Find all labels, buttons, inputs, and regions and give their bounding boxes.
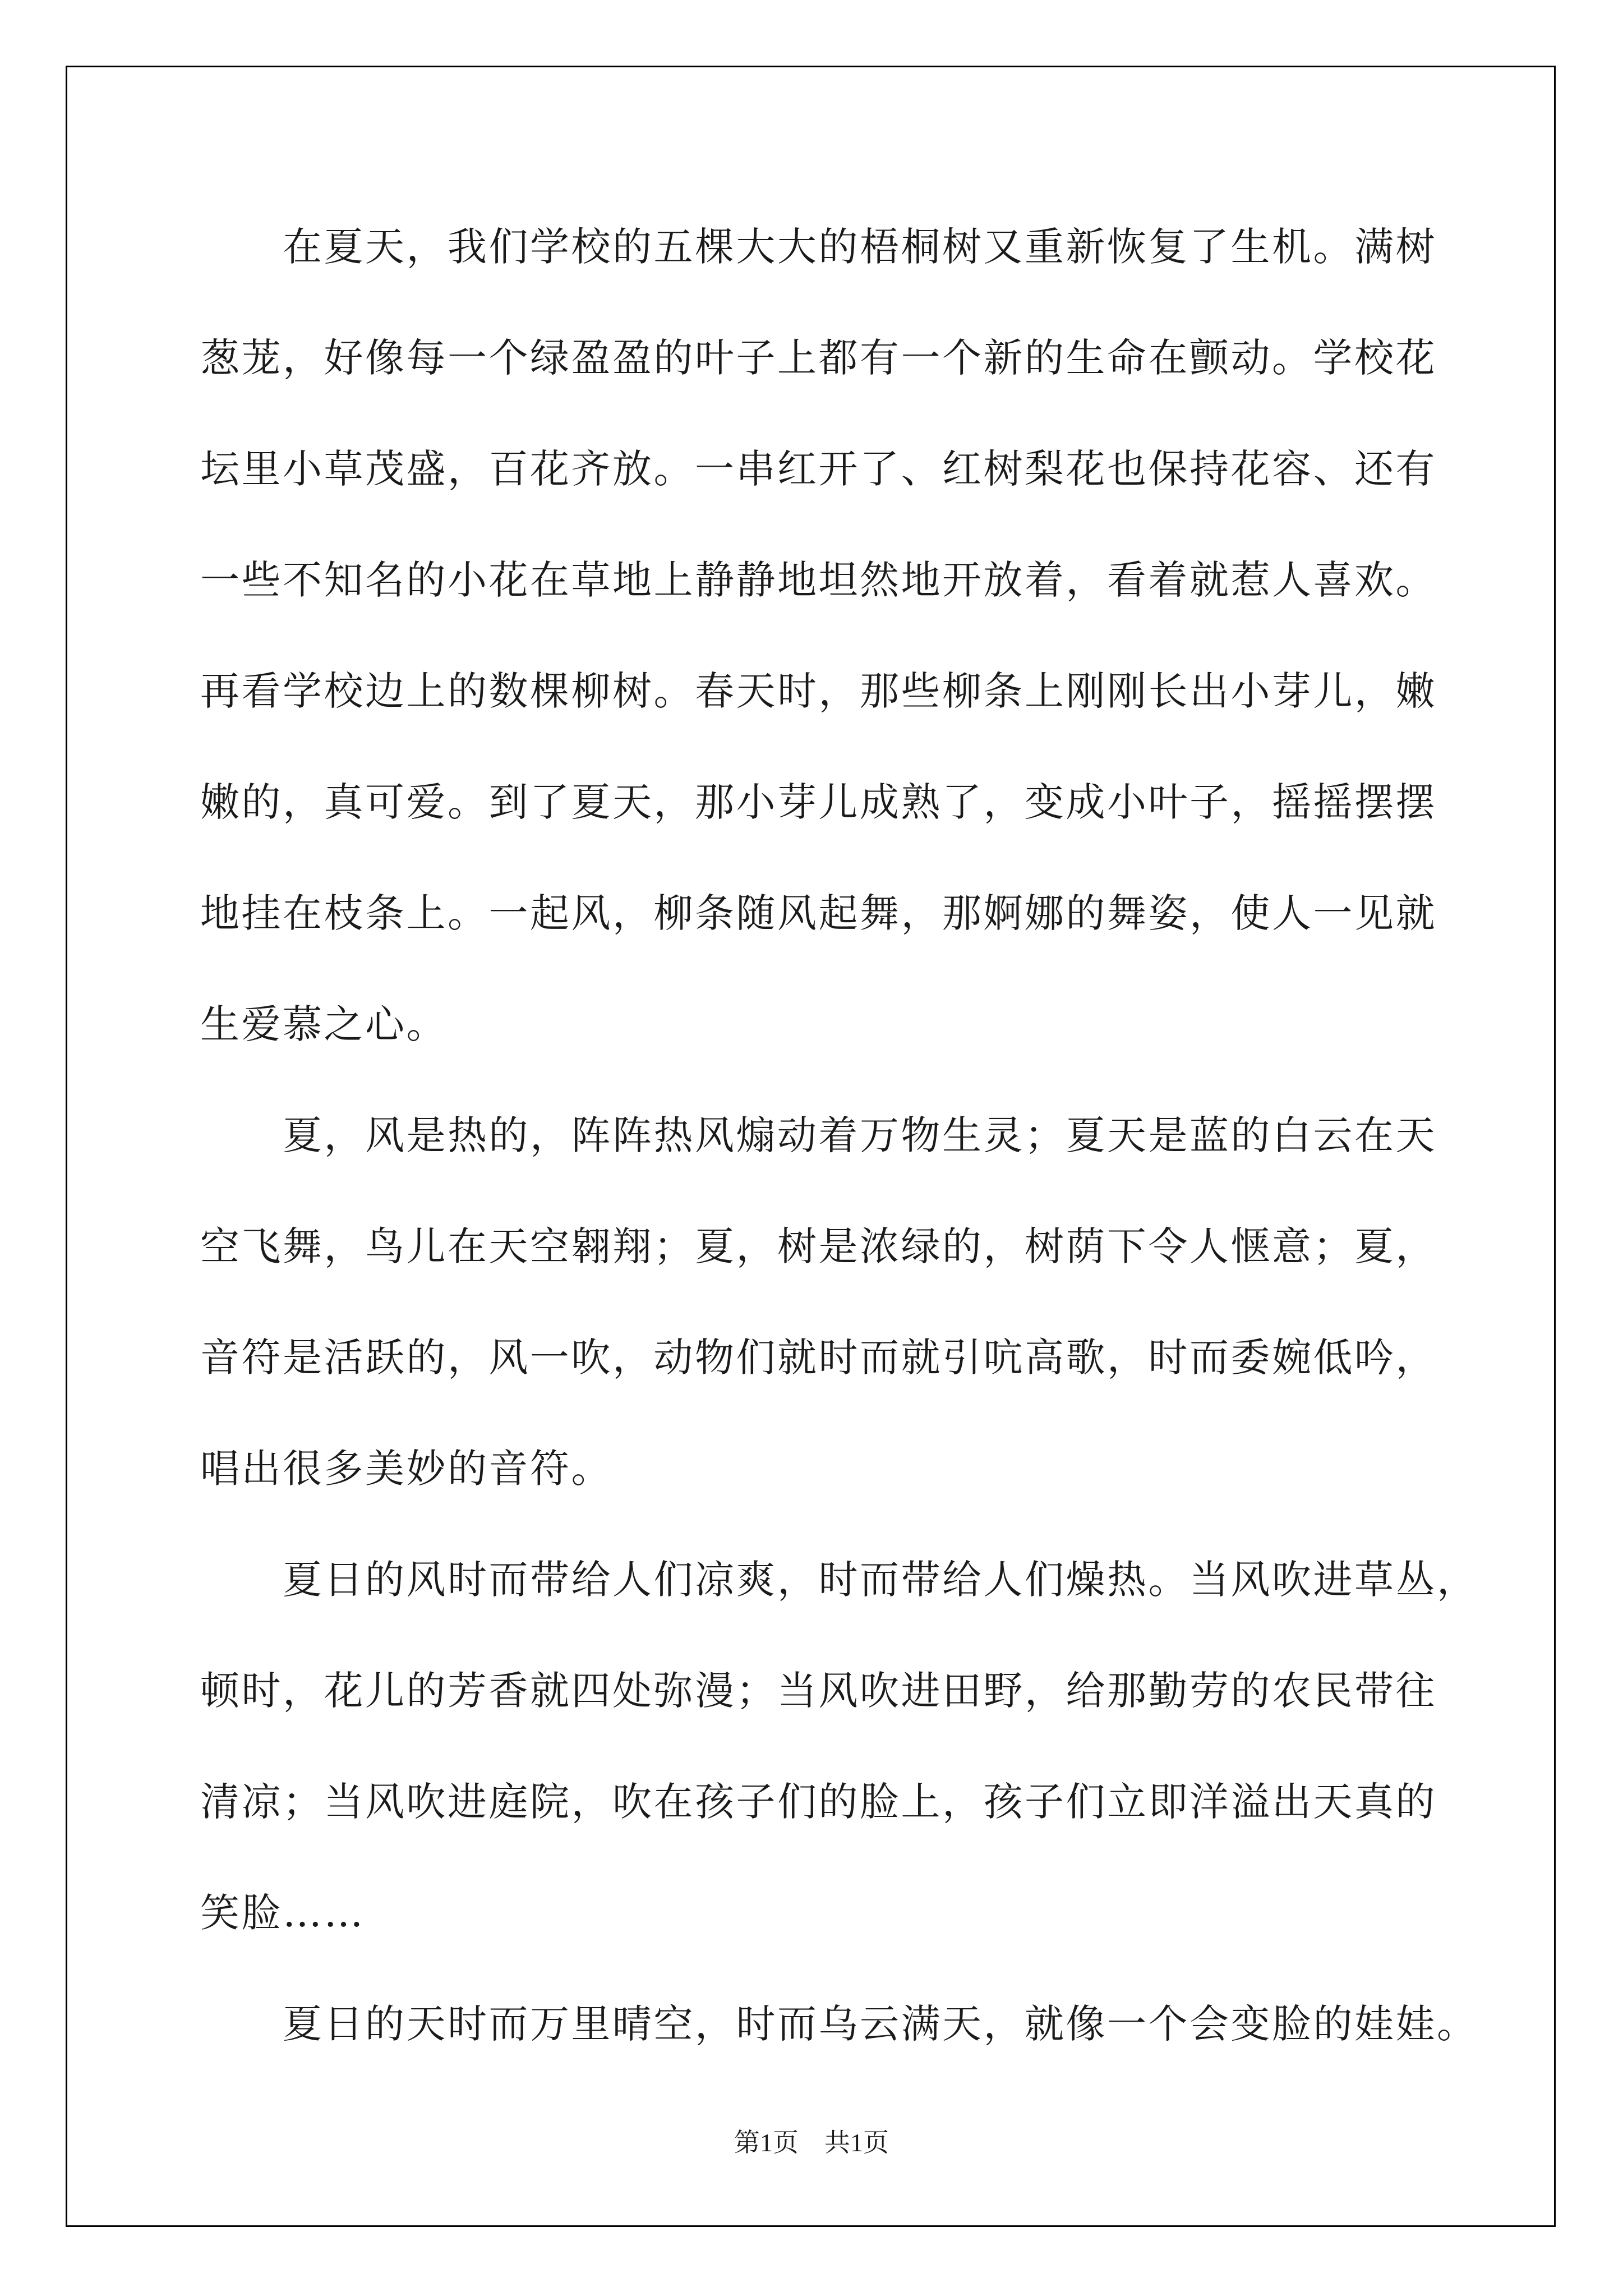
text-line: 生爱慕之心。	[200, 1001, 448, 1047]
text-line: 夏日的天时而万里晴空，时而乌云满天，就像一个会变脸的娃娃。	[200, 2001, 1478, 2047]
text-line: 夏日的风时而带给人们凉爽，时而带给人们燥热。当风吹进草丛，	[200, 1557, 1478, 1603]
text-line: 唱出很多美妙的音符。	[200, 1446, 612, 1492]
text-line: 笑脸……	[200, 1890, 365, 1936]
text-line: 音符是活跃的，风一吹，动物们就时而就引吭高歌，时而委婉低吟，	[200, 1335, 1437, 1381]
text-line: 清凉；当风吹进庭院，吹在孩子们的脸上，孩子们立即洋溢出天真的	[200, 1779, 1437, 1825]
page-footer: 第1页 共1页	[734, 2128, 889, 2157]
text-line: 夏，风是热的，阵阵热风煽动着万物生灵；夏天是蓝的白云在天	[200, 1112, 1437, 1158]
text-line: 空飞舞，鸟儿在天空翱翔；夏，树是浓绿的，树荫下令人惬意；夏，	[200, 1223, 1437, 1269]
text-line: 葱茏，好像每一个绿盈盈的叶子上都有一个新的生命在颤动。学校花	[200, 335, 1437, 381]
text-line: 地挂在枝条上。一起风，柳条随风起舞，那婀娜的舞姿，使人一见就	[200, 890, 1437, 936]
text-line: 坛里小草茂盛，百花齐放。一串红开了、红树梨花也保持花容、还有	[200, 446, 1437, 492]
text-line: 在夏天，我们学校的五棵大大的梧桐树又重新恢复了生机。满树	[200, 224, 1437, 270]
text-line: 再看学校边上的数棵柳树。春天时，那些柳条上刚刚长出小芽儿，嫩	[200, 668, 1437, 714]
text-line: 一些不知名的小花在草地上静静地坦然地开放着，看着就惹人喜欢。	[200, 557, 1437, 603]
text-line: 嫩的，真可爱。到了夏天，那小芽儿成熟了，变成小叶子，摇摇摆摆	[200, 779, 1437, 825]
text-line: 顿时，花儿的芳香就四处弥漫；当风吹进田野，给那勤劳的农民带往	[200, 1668, 1437, 1714]
